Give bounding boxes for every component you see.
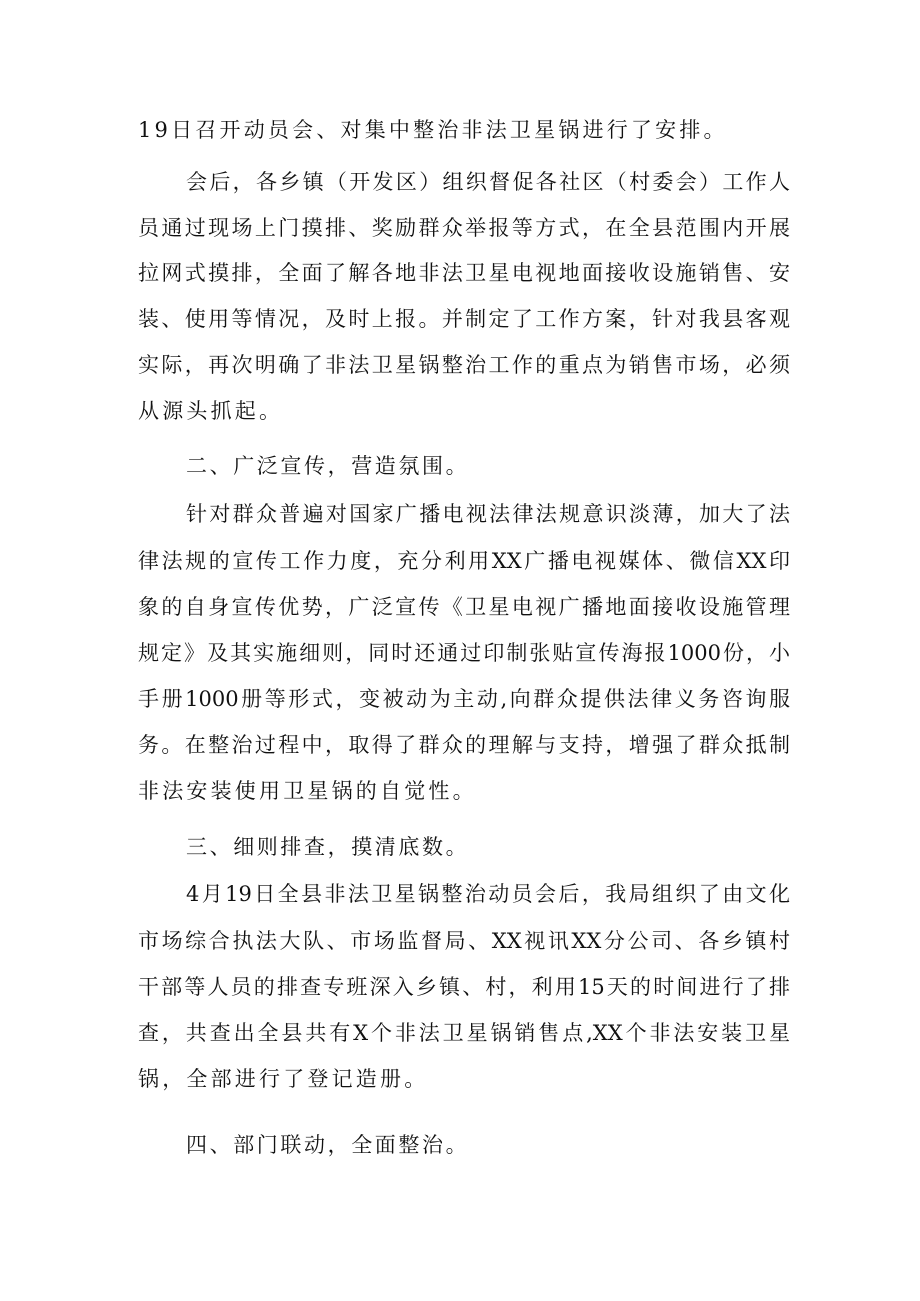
text-line: 拉网式摸排，全面了解各地非法卫星电视地面接收设施销售、安 (138, 261, 790, 285)
text-line: 锅，全部进行了登记造册。 (138, 1067, 429, 1091)
text-line: 4月19日全县非法卫星锅整治动员会后，我局组织了由文化 (186, 882, 790, 906)
text-line: 实际，再次明确了非法卫星锅整治工作的重点为销售市场，必须 (138, 353, 790, 377)
text-line: 规定》及其实施细则，同时还通过印制张贴宣传海报1000份，小 (138, 641, 790, 665)
section-heading: 三、细则排查，摸清底数。 (186, 835, 470, 859)
text-line: 务。在整治过程中，取得了群众的理解与支持，增强了群众抵制 (138, 733, 790, 757)
section-heading: 二、广泛宣传，营造氛围。 (186, 454, 470, 478)
section-heading: 四、部门联动，全面整治。 (186, 1133, 470, 1157)
text-line: 律法规的宣传工作力度，充分利用XX广播电视媒体、微信XX印 (138, 549, 790, 573)
text-line: 手册1000册等形式，变被动为主动,向群众提供法律义务咨询服 (138, 687, 790, 711)
text-line: 象的自身宣传优势，广泛宣传《卫星电视广播地面接收设施管理 (138, 595, 790, 619)
text-line: 非法安装使用卫星锅的自觉性。 (138, 779, 477, 803)
text-line: 19日召开动员会、对集中整治非法卫星锅进行了安排。 (138, 118, 728, 142)
text-line: 员通过现场上门摸排、奖励群众举报等方式，在全县范围内开展 (138, 216, 790, 240)
text-line: 装、使用等情况，及时上报。并制定了工作方案，针对我县客观 (138, 307, 790, 331)
text-line: 查，共查出全县共有X个非法卫星锅销售点,XX个非法安装卫星 (138, 1021, 790, 1045)
text-line: 会后，各乡镇（开发区）组织督促各社区（村委会）工作人 (186, 170, 790, 194)
text-line: 从源头抓起。 (138, 399, 284, 423)
text-line: 市场综合执法大队、市场监督局、XX视讯XX分公司、各乡镇村 (138, 929, 790, 953)
text-line: 干部等人员的排查专班深入乡镇、村，利用15天的时间进行了排 (138, 975, 790, 999)
text-line: 针对群众普遍对国家广播电视法律法规意识淡薄，加大了法 (186, 502, 790, 526)
